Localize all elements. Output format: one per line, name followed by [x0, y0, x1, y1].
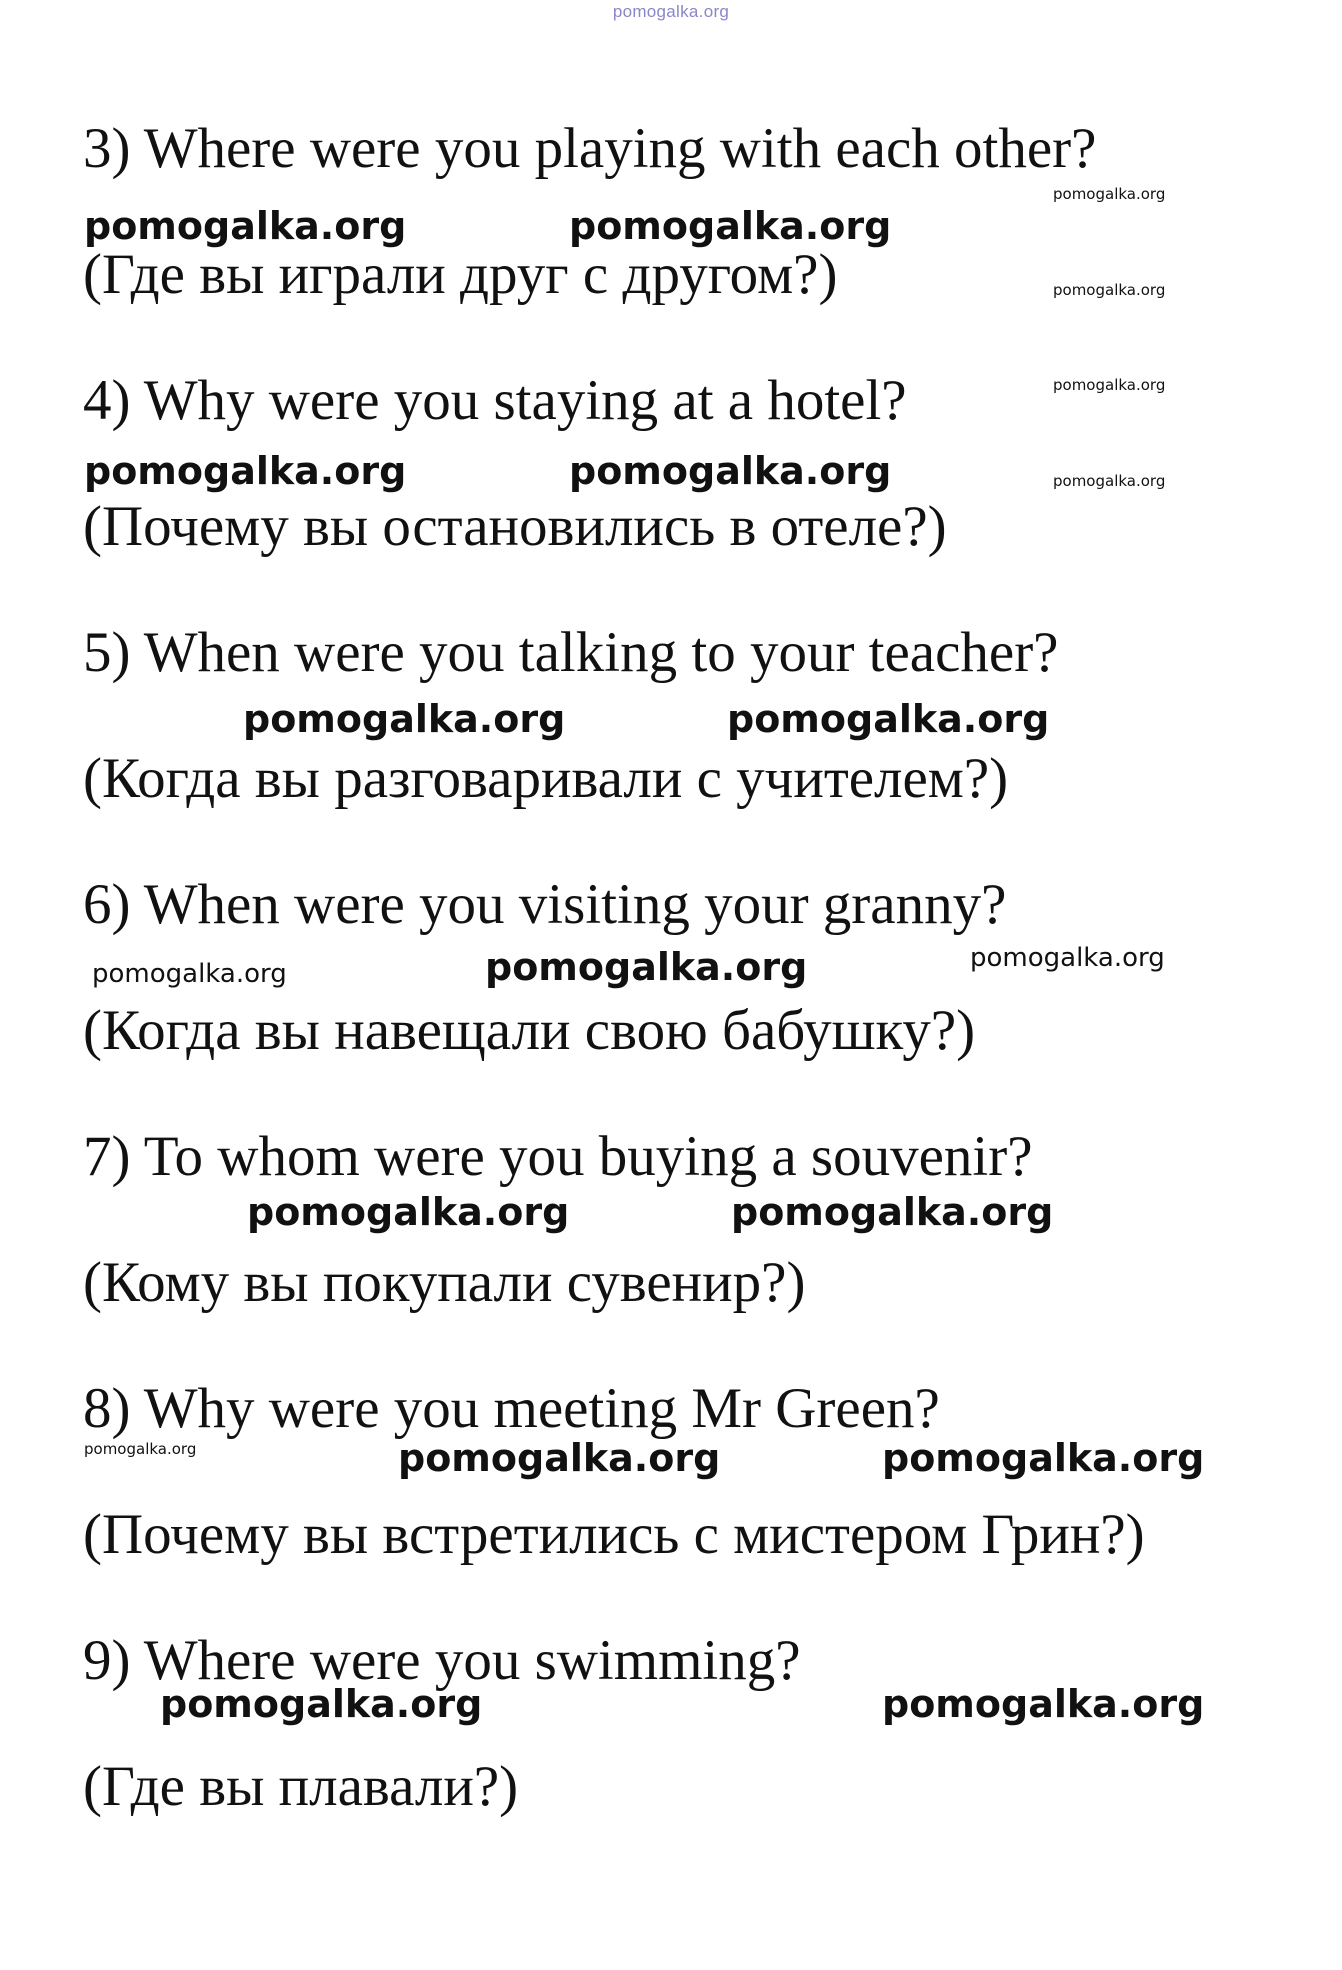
- watermark: pomogalka.org: [731, 1190, 1054, 1234]
- question-4-russian: (Почему вы остановились в отеле?): [83, 495, 947, 558]
- question-8-russian: (Почему вы встретились с мистером Грин?): [83, 1503, 1145, 1566]
- question-9-russian: (Где вы плавали?): [83, 1755, 519, 1818]
- question-3-russian: (Где вы играли друг с другом?): [83, 243, 838, 306]
- question-5-english: 5) When were you talking to your teacher?: [83, 621, 1059, 684]
- watermark: pomogalka.org: [882, 1682, 1205, 1726]
- header-watermark: pomogalka.org: [612, 2, 730, 21]
- watermark: pomogalka.org: [160, 1682, 483, 1726]
- question-7-english: 7) To whom were you buying a souvenir?: [83, 1125, 1033, 1188]
- question-9-english: 9) Where were you swimming?: [83, 1629, 801, 1692]
- watermark: pomogalka.org: [398, 1436, 721, 1480]
- watermark: pomogalka.org: [569, 449, 892, 493]
- question-4-english: 4) Why were you staying at a hotel?: [83, 369, 907, 432]
- question-6-english: 6) When were you visiting your granny?: [83, 873, 1007, 936]
- question-8-english: 8) Why were you meeting Mr Green?: [83, 1377, 940, 1440]
- watermark: pomogalka.org: [882, 1436, 1205, 1480]
- watermark: pomogalka.org: [84, 1440, 197, 1458]
- watermark: pomogalka.org: [243, 697, 566, 741]
- question-5-russian: (Когда вы разговаривали с учителем?): [83, 747, 1009, 810]
- watermark: pomogalka.org: [1053, 185, 1166, 203]
- watermark: pomogalka.org: [970, 943, 1165, 973]
- watermark: pomogalka.org: [1053, 376, 1166, 394]
- watermark: pomogalka.org: [1053, 281, 1166, 299]
- watermark: pomogalka.org: [485, 945, 808, 989]
- watermark: pomogalka.org: [247, 1190, 570, 1234]
- question-6-russian: (Когда вы навещали свою бабушку?): [83, 999, 976, 1062]
- watermark: pomogalka.org: [84, 204, 407, 248]
- watermark: pomogalka.org: [1053, 472, 1166, 490]
- watermark: pomogalka.org: [569, 204, 892, 248]
- question-7-russian: (Кому вы покупали сувенир?): [83, 1251, 806, 1314]
- watermark: pomogalka.org: [92, 959, 287, 989]
- watermark: pomogalka.org: [727, 697, 1050, 741]
- question-3-english: 3) Where were you playing with each other?: [83, 117, 1097, 180]
- watermark: pomogalka.org: [84, 449, 407, 493]
